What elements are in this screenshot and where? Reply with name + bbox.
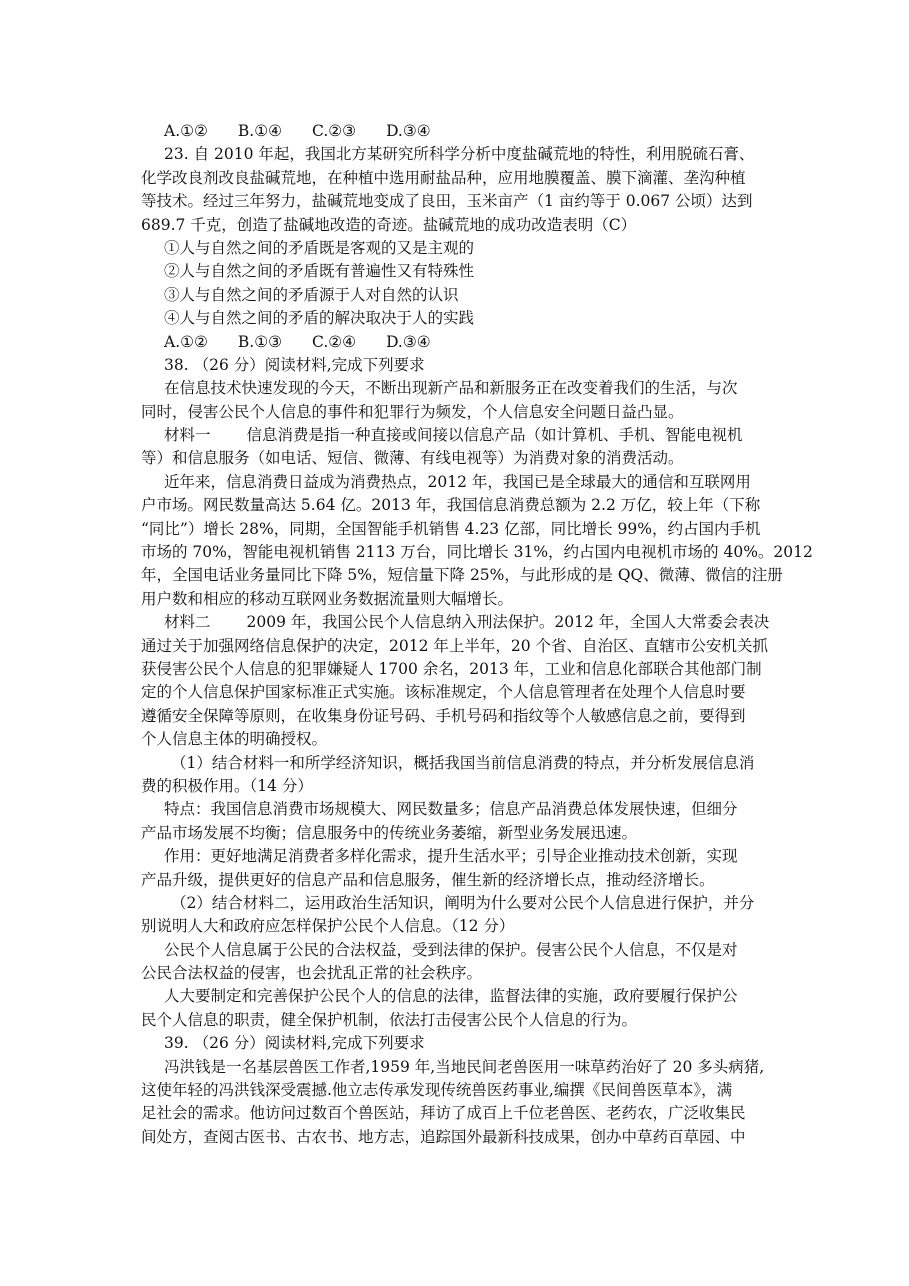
text-line: 通过关于加强网络信息保护的决定，2012 年上半年，20 个省、自治区、直辖市公安机关抓 (141, 636, 769, 655)
question-heading: 39. （26 分）阅读材料,完成下列要求 (164, 1034, 425, 1053)
material-1-line (141, 424, 781, 447)
question-39 (141, 1032, 781, 1149)
text-line: 年，全国电话业务量同比下降 5%，短信量下降 25%，与此形成的是 QQ、微薄、微信的注册 (141, 566, 783, 585)
q22-options (141, 120, 781, 143)
question-23 (141, 143, 781, 354)
question-heading: 38. （26 分）阅读材料,完成下列要求 (164, 355, 425, 374)
text-line: 个人信息主体的明确授权。 (141, 730, 328, 749)
option-d: D.③④ (386, 122, 431, 140)
option-c: C.②④ (312, 332, 357, 351)
statement: ④人与自然之间的矛盾的解决取决于人的实践 (164, 309, 475, 328)
text-line: 足社会的需求。他访问过数百个兽医站，拜访了成百上千位老兽医、老药农，广泛收集民 (141, 1104, 746, 1123)
option-c: C.②③ (312, 122, 357, 140)
text-line: 689.7 千克，创造了盐碱地改造的奇迹。盐碱荒地的成功改造表明（C） (141, 215, 637, 234)
text-line: 获侵害公民个人信息的犯罪嫌疑人 1700 余名，2013 年，工业和信息化部联合其他部门制 (141, 659, 762, 678)
text-line: 在信息技术快速发现的今天，不断出现新产品和新服务正在改变着我们的生活，与次 (164, 379, 738, 398)
option-a: A.①② (164, 332, 208, 351)
text-span: 信息消费是指一种直接或间接以信息产品（如计算机、手机、智能电视机 (246, 426, 743, 445)
text-line: “同比”）增长 28%，同期，全国智能手机销售 4.23 亿部，同比增长 99%，约占国内手机 (141, 519, 761, 538)
question-38 (141, 354, 813, 1032)
text-line: 产品市场发展不均衡；信息服务中的传统业务萎缩，新型业务发展迅速。 (141, 823, 638, 842)
text-line: 户市场。网民数量高达 5.64 亿。2013 年，我国信息消费总额为 2.2 万亿，较上年（下称 (141, 496, 761, 515)
text-line: 费的积极作用。（14 分） (141, 776, 313, 795)
text-line: 遵循安全保障等原则，在收集身份证号码、手机号码和指纹等个人敏感信息之前，要得到 (141, 706, 746, 725)
option-a: A.①② (164, 122, 208, 140)
text-line: 定的个人信息保护国家标准正式实施。该标准规定，个人信息管理者在处理个人信息时要 (141, 683, 746, 702)
document-body (141, 120, 813, 1149)
text-line: 近年来，信息消费日益成为消费热点，2012 年，我国已是全球最大的通信和互联网用 (164, 472, 751, 491)
sub-question-1: （1）结合材料一和所学经济知识，概括我国当前信息消费的特点，并分析发展信息消 (171, 753, 755, 772)
material-label: 材料二 (164, 613, 211, 632)
answer-text: 人大要制定和完善保护公民个人的信息的法律，监督法律的实施，政府要履行保护公 (164, 987, 738, 1006)
option-b: B.①④ (237, 122, 283, 140)
text-line: 间处方，查阅古医书、古农书、地方志，追踪国外最新科技成果，创办中草药百草园、中 (141, 1127, 746, 1146)
material-label: 材料一 (164, 426, 211, 445)
text-line: 别说明人大和政府应怎样保护公民个人信息。（12 分） (141, 917, 515, 936)
material-2-line (141, 611, 781, 634)
text-line: 公民合法权益的侵害，也会扰乱正常的社会秩序。 (141, 964, 483, 983)
statement: ③人与自然之间的矛盾源于人对自然的认识 (164, 285, 459, 304)
answer-features: 特点：我国信息消费市场规模大、网民数量多；信息产品消费总体发展快速，但细分 (164, 800, 738, 819)
text-line: 市场的 70%，智能电视机销售 2113 万台，同比增长 31%，约占国内电视机市场的 40%。2012 (141, 543, 813, 562)
sub-question-2: （2）结合材料二，运用政治生活知识，阐明为什么要对公民个人信息进行保护，并分 (171, 893, 755, 912)
statement: ①人与自然之间的矛盾既是客观的又是主观的 (164, 238, 475, 257)
text-line: 化学改良剂改良盐碱荒地，在种植中选用耐盐品种，应用地膜覆盖、膜下滴灌、垄沟种植 (141, 168, 746, 187)
option-d: D.③④ (386, 332, 431, 351)
answer-effects: 作用：更好地满足消费者多样化需求，提升生活水平；引导企业推动技术创新，实现 (164, 847, 738, 866)
statement: ②人与自然之间的矛盾既有普遍性又有特殊性 (164, 262, 475, 281)
text-line: 民个人信息的职责，健全保护机制，依法打击侵害公民个人信息的行为。 (141, 1010, 638, 1029)
option-b: B.①③ (237, 332, 283, 351)
text-line: 这使年轻的冯洪钱深受震撼.他立志传承发现传统兽医药事业,编撰《民间兽医草本》，满 (141, 1081, 733, 1100)
text-line: 用户数和相应的移动互联网业务数据流量则大幅增长。 (141, 589, 514, 608)
text-line: 等）和信息服务（如电话、短信、微薄、有线电视等）为消费对象的消费活动。 (141, 449, 684, 468)
q23-options (141, 331, 781, 354)
text-line: 23. 自 2010 年起，我国北方某研究所科学分析中度盐碱荒地的特性，利用脱硫石膏、 (164, 145, 755, 164)
text-line: 等技术。经过三年努力，盐碱荒地变成了良田，玉米亩产（1 亩约等于 0.067 公顷）达到 (141, 192, 753, 211)
text-line: 冯洪钱是一名基层兽医工作者,1959 年,当地民间老兽医用一味草药治好了 20 多头病猪, (164, 1057, 765, 1076)
text-line: 产品升级，提供更好的信息产品和信息服务，催生新的经济增长点，推动经济增长。 (141, 870, 715, 889)
answer-text: 公民个人信息属于公民的合法权益，受到法律的保护。侵害公民个人信息，不仅是对 (164, 940, 738, 959)
text-line: 同时，侵害公民个人信息的事件和犯罪行为频发，个人信息安全问题日益凸显。 (141, 402, 684, 421)
text-span: 2009 年，我国公民个人信息纳入刑法保护。2012 年，全国人大常委会表决 (246, 613, 770, 632)
